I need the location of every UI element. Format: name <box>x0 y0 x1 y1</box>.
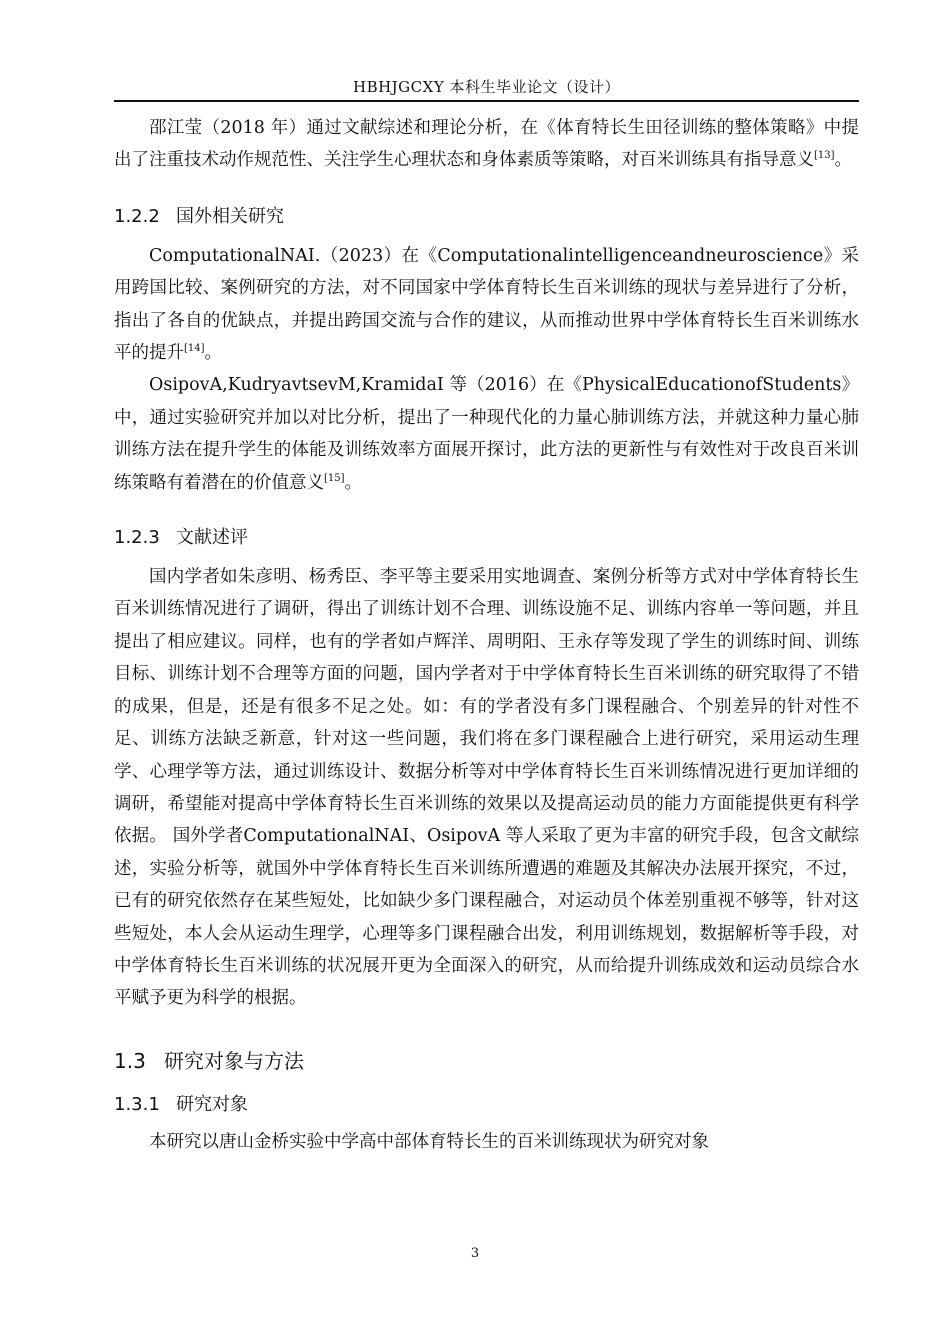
page-number: 3 <box>470 1246 480 1261</box>
page-body <box>114 112 859 1158</box>
paragraph-3: OsipovA,KudryavtsevM,KramidaI 等（2016）在《PhysicalEducationofStudents》中，通过实验研究并加以对比分析，提出了一种现代化的力量心肺训练方法，并就这种力量心肺训练方法在提升学生的体能及训练效率方面展开探讨，此方法的更新性与有效性对于改良百米训练策略有着潜在的价值意义[15]。 <box>114 375 859 493</box>
citation-15[interactable]: [15] <box>324 472 345 484</box>
heading-number: 1.3.1 <box>114 1093 160 1115</box>
heading-title: 研究对象与方法 <box>164 1048 304 1073</box>
heading-1-2-3 <box>114 523 859 549</box>
heading-1-2-2 <box>114 202 859 228</box>
running-header: HBHJGCXY 本科生毕业论文（设计） <box>352 78 620 96</box>
heading-number: 1.3 <box>114 1048 146 1073</box>
heading-title: 国外相关研究 <box>176 205 284 227</box>
header-rule <box>114 100 859 102</box>
paragraph-1: 邵江莹（2018 年）通过文献综述和理论分析，在《体育特长生田径训练的整体策略》中提出了注重技术动作规范性、关注学生心理状态和身体素质等策略，对百米训练具有指导意义[13]。 <box>114 118 859 171</box>
paragraph-2: ComputationalNAI.（2023）在《Computationalintelligenceandneuroscience》采用跨国比较、案例研究的方法，对不同国家中学体育特长生百米训练的现状与差异进行了分析，指出了各自的优缺点，并提出跨国交流与合作的建议，从而推动世界中学体育特长生百米训练水平的提升[14]。 <box>114 245 859 364</box>
citation-14[interactable]: [14] <box>184 343 205 355</box>
paragraph-4: 国内学者如朱彦明、杨秀臣、李平等主要采用实地调查、案例分析等方式对中学体育特长生百米训练情况进行了调研，得出了训练计划不合理、训练设施不足、训练内容单一等问题，并且提出了相应建议。同样，也有的学者如卢辉洋、周明阳、王永存等发现了学生的训练时间、训练目标、训练计划不合理等方面的问题，国内学者对于中学体育特长生百米训练的研究取得了不错的成果，但是，还是有很多不足之处。如：有的学者没有多门课程融合、个别差异的针对性不足、训练方法缺乏新意，针对这一些问题，我们将在多门课程融合上进行研究，采用运动生理学、心理学等方法，通过训练设计、数据分析等对中学体育特长生百米训练情况进行更加详细的调研，希望能对提高中学体育特长生百米训练的效果以及提高运动员的能力方面能提供更有科学依据。 国外学者ComputationalNAI、OsipovA 等人采取了更为丰富的研究手段，包含文献综述，实验分析等，就国外中学体育特长生百米训练所遭遇的难题及其解决办法展开探究，不过，已有的研究依然存在某些短处，比如缺少多门课程融合，对运动员个体差别重视不够等，针对这些短处，本人会从运动生理学，心理等多门课程融合出发，利用训练规划，数据解析等手段，对中学体育特长生百米训练的状况展开更为全面深入的研究，从而给提升训练成效和运动员综合水平赋予更为科学的根据。 <box>114 567 859 1009</box>
citation-13[interactable]: [13] <box>814 150 835 162</box>
heading-title: 文献述评 <box>176 527 248 549</box>
heading-1-3 <box>114 1045 859 1074</box>
heading-number: 1.2.2 <box>114 205 160 227</box>
paragraph-5: 本研究以唐山金桥实验中学高中部体育特长生的百米训练现状为研究对象 <box>149 1131 709 1152</box>
heading-number: 1.2.3 <box>114 527 160 549</box>
heading-title: 研究对象 <box>176 1093 248 1115</box>
heading-1-3-1 <box>114 1090 859 1116</box>
